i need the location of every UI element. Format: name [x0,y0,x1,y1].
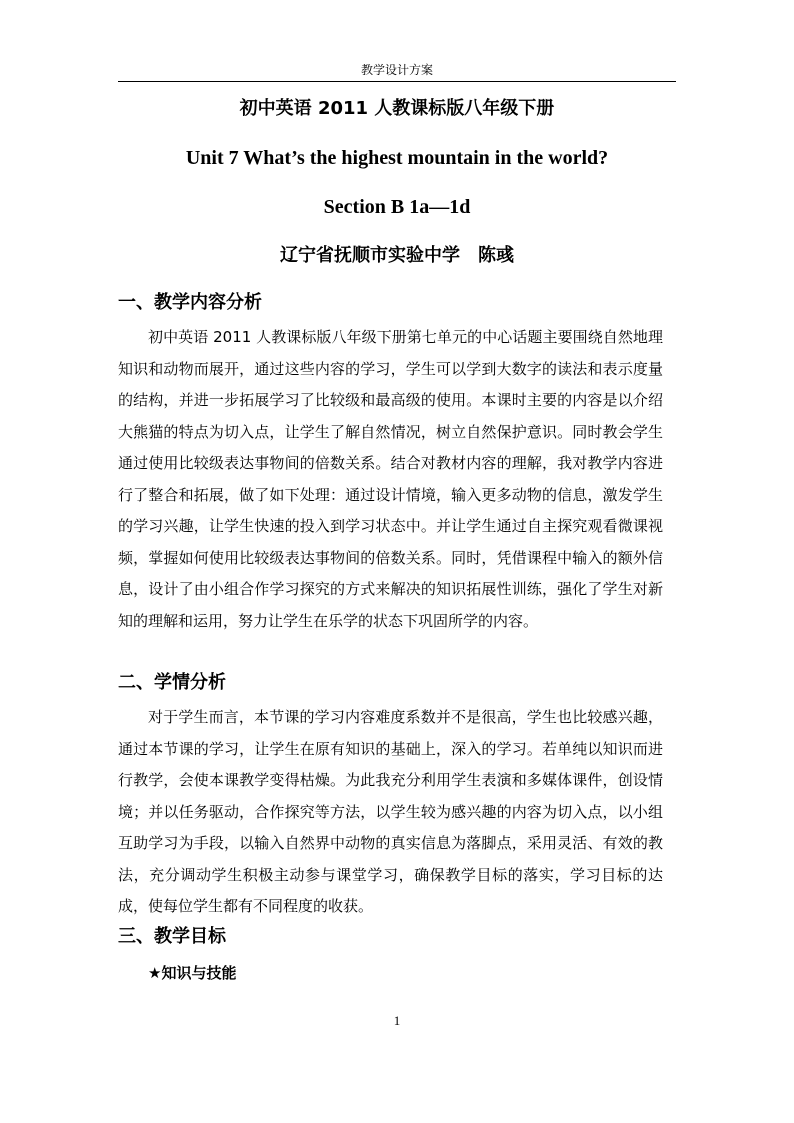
unit-title: Unit 7 What’s the highest mountain in the world? [185,147,609,169]
subheading-knowledge-skills: ★知识与技能 [148,964,237,982]
section-heading-student-analysis: 二、学情分析 [118,672,226,693]
header-rule [118,81,676,82]
author-line: 辽宁省抚顺市实验中学 陈彧 [280,245,514,266]
paragraph-student-analysis: 对于学生而言，本节课的学习内容难度系数并不是很高，学生也比较感兴趣，通过本节课的学习，让学生在原有知识的基础上，深入的学习。若单纯以知识而进行教学，会使本课教学变得枯燥。为此我充分利用学生表演和多媒体课件，创设情境；并以任务驱动，合作探究等方法，以学生较为感兴趣的内容为切入点，以小组互助学习为手段，以输入自然界中动物的真实信息为落脚点，采用灵活、有效的教法，充分调动学生积极主动参与课堂学习，确保教学目标的落实，学习目标的达成，使每位学生都有不同程度的收获。 [118,708,663,915]
section-title: Section B 1a—1d [323,196,471,218]
section-heading-content-analysis: 一、教学内容分析 [118,292,262,313]
paragraph-content-analysis: 初中英语 2011 人教课标版八年级下册第七单元的中心话题主要围绕自然地理知识和动物而展开，通过这些内容的学习，学生可以学到大数字的读法和表示度量的结构，并进一步拓展学习了比较级和最高级的使用。本课时主要的内容是以介绍大熊猫的特点为切入点，让学生了解自然情况，树立自然保护意识。同时教会学生通过使用比较级表达事物间的倍数关系。结合对教材内容的理解，我对教学内容进行了整合和拓展，做了如下处理：通过设计情境，输入更多动物的信息，激发学生的学习兴趣，让学生快速的投入到学习状态中。并让学生通过自主探究观看微课视频，掌握如何使用比较级表达事物间的倍数关系。同时，凭借课程中输入的额外信息，设计了由小组合作学习探究的方式来解决的知识拓展性训练，强化了学生对新知的理解和运用，努力让学生在乐学的状态下巩固所学的内容。 [118,328,663,630]
section-heading-teaching-goals: 三、教学目标 [118,926,226,947]
document-header: 教学设计方案 [360,63,433,77]
page-number: 1 [393,1013,401,1028]
document-title: 初中英语 2011 人教课标版八年级下册 [239,98,555,119]
